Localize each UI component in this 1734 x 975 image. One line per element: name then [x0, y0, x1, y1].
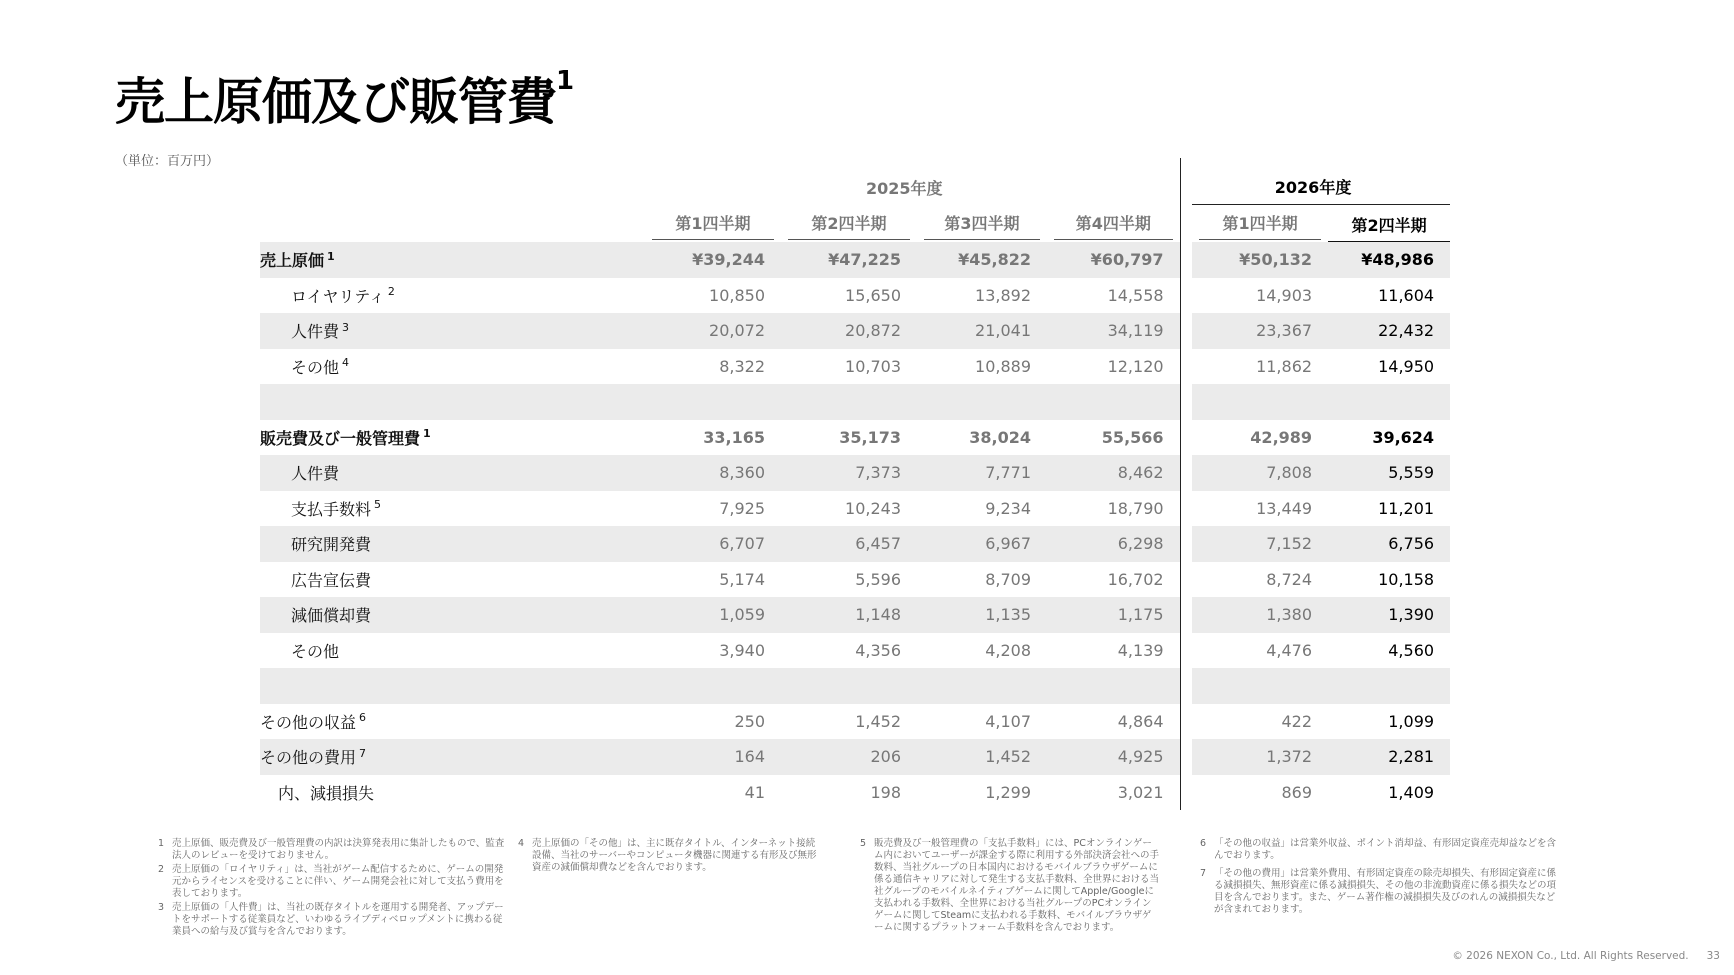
value-cell: 20,872: [781, 313, 917, 349]
footnote: 7 「その他の費用」は営業外費用、有形固定資産の除売却損失、有形固定資産に係る減損損失、無形資産に係る減損損失、その他の非流動資産に係る損失などの項目を含んでおります。また、ゲーム著作権の減損損失及びのれんの減損損失などが含まれております。: [1200, 868, 1557, 915]
value-cell: 14,903: [1256, 285, 1313, 305]
quarter-header: 第4四半期: [1047, 205, 1180, 243]
value-cell: 4,208: [985, 640, 1031, 660]
table-row: [260, 278, 1450, 314]
value-cell: 10,703: [845, 356, 901, 376]
footnote-marker: 1: [327, 249, 335, 263]
value-cell: 6,967: [917, 526, 1047, 562]
value-cell: 10,243: [845, 498, 901, 518]
quarter-header-current: 第2四半期: [1328, 205, 1450, 243]
table-row: [260, 313, 1450, 349]
value-cell: 10,889: [975, 356, 1031, 376]
value-cell: 13,449: [1256, 498, 1313, 518]
value-cell: 11,604: [1378, 285, 1435, 305]
value-cell: 55,566: [1101, 427, 1164, 447]
value-cell: 8,462: [1047, 455, 1180, 491]
footnote-marker: 5: [374, 498, 382, 512]
row-label-text: その他の収益: [260, 712, 357, 732]
unit-label: （単位：百万円）: [115, 154, 220, 169]
value-cell: 8,322: [719, 356, 765, 376]
value-cell: 38,024: [969, 427, 1031, 447]
value-cell: 11,201: [1378, 498, 1435, 518]
value-cell: 20,072: [645, 313, 781, 349]
value-cell: 4,925: [1047, 739, 1180, 775]
value-cell: 8,724: [1266, 569, 1313, 589]
value-cell: ¥45,822: [917, 242, 1047, 278]
value-cell: 4,139: [1117, 640, 1164, 660]
value-cell: 1,175: [1047, 597, 1180, 633]
value-cell: ¥48,986: [1328, 242, 1450, 278]
value-cell: 6,707: [645, 526, 781, 562]
page-title-text: 売上原価及び販管費: [115, 73, 556, 131]
page-title: [115, 62, 573, 134]
value-cell: ¥60,797: [1047, 242, 1180, 278]
table-row: [260, 349, 1450, 385]
value-cell: 6,756: [1328, 526, 1450, 562]
row-label: [260, 349, 645, 385]
value-cell: 11,862: [1256, 356, 1313, 376]
table-row: [260, 739, 1450, 775]
quarter-header: 第3四半期: [917, 205, 1047, 243]
table-row: [260, 491, 1450, 527]
value-cell: 12,120: [1107, 356, 1164, 376]
value-cell: 164: [645, 739, 781, 775]
value-cell: 1,059: [645, 597, 781, 633]
footnote: 3 売上原価の「人件費」は、当社の既存タイトルを運用する開発者、アップデートをサポートする従業員など、いわゆるライブディベロップメントに携わる従業員への給与及び賞与を含んでおります。: [158, 902, 504, 937]
row-label: [260, 242, 645, 278]
table-row: [260, 597, 1450, 633]
spacer-row: [260, 384, 1450, 420]
table-row: [260, 420, 1450, 456]
value-cell: 2,281: [1328, 739, 1450, 775]
value-cell: 9,234: [985, 498, 1031, 518]
footnotes-column-3: [860, 838, 1160, 936]
footnotes-column-2: [518, 838, 818, 876]
quarter-header: 第2四半期: [781, 205, 917, 243]
row-label: [260, 739, 645, 775]
footnote: 4 売上原価の「その他」は、主に既存タイトル、インターネット接続設備、当社のサーバーやコンピュータ機器に関連する有形及び無形資産の減価償却費などを含んでおります。: [518, 838, 817, 873]
row-label: [260, 775, 645, 811]
value-cell: 1,148: [781, 597, 917, 633]
row-label-text: 減価償却費: [291, 606, 372, 626]
value-cell: 7,152: [1192, 526, 1328, 562]
table-row: [260, 775, 1450, 811]
value-cell: 41: [744, 782, 765, 802]
footnote-marker: 4: [342, 356, 350, 370]
value-cell: 14,558: [1107, 285, 1164, 305]
value-cell: 1,452: [855, 711, 901, 731]
row-label-text: 支払手数料: [291, 499, 372, 519]
value-cell: 869: [1281, 782, 1313, 802]
table-row: [260, 633, 1450, 669]
value-cell: 8,360: [645, 455, 781, 491]
financial-table: [260, 158, 1450, 810]
title-footnote-marker: 1: [556, 66, 574, 96]
row-label-text: 人件費: [291, 464, 340, 484]
footnote-marker: 7: [359, 746, 367, 760]
footnotes-column-4: [1200, 838, 1560, 918]
spacer-row: [260, 668, 1450, 704]
value-cell: 4,476: [1266, 640, 1313, 660]
footnote: 6 「その他の収益」は営業外収益、ポイント消却益、有形固定資産売却益などを含んでおります。: [1200, 838, 1557, 861]
value-cell: 23,367: [1192, 313, 1328, 349]
row-label-text: 人件費: [291, 322, 340, 342]
value-cell: 13,892: [975, 285, 1031, 305]
table-row: [260, 704, 1450, 740]
value-cell: ¥50,132: [1192, 242, 1328, 278]
row-label-text: その他の費用: [260, 748, 357, 768]
value-cell: 1,135: [917, 597, 1047, 633]
value-cell: 3,021: [1117, 782, 1164, 802]
table-row: [260, 242, 1450, 278]
value-cell: 5,559: [1328, 455, 1450, 491]
value-cell: 4,356: [855, 640, 901, 660]
value-cell: 6,457: [781, 526, 917, 562]
quarter-header: 第1四半期: [645, 205, 781, 243]
year-header-2026: 2026年度: [1192, 158, 1450, 205]
table-row: [260, 562, 1450, 598]
value-cell: 7,771: [917, 455, 1047, 491]
value-cell: 1,452: [917, 739, 1047, 775]
value-cell: 5,596: [855, 569, 901, 589]
row-label: [260, 526, 645, 562]
value-cell: 7,373: [781, 455, 917, 491]
footnote: 5 販売費及び一般管理費の「支払手数料」には、PCオンラインゲーム内においてユーザーが課金する際に利用する外部決済会社への手数料、当社グループの日本国内におけるモバイルブラウザゲームに係る通信キャリアに対して発生する支払手数料、全世界における当社グループのモバイルネイティブゲームに関してApple/Googleに支払われる手数料、全世界における当社グループのPCオンラインゲームに関してSteamに支払われる手数料、モバイルブラウザゲームに関するプラットフォーム手数料を含んでおります。: [860, 838, 1160, 933]
value-cell: 422: [1281, 711, 1313, 731]
value-cell: 5,174: [719, 569, 765, 589]
table-row: [260, 455, 1450, 491]
row-label: [260, 278, 645, 314]
row-label-text: 販売費及び一般管理費: [260, 428, 421, 448]
footnote-marker: 1: [423, 427, 431, 441]
row-label: [260, 420, 645, 456]
value-cell: 14,950: [1378, 356, 1435, 376]
value-cell: 1,380: [1192, 597, 1328, 633]
value-cell: 42,989: [1250, 427, 1313, 447]
value-cell: 39,624: [1372, 427, 1435, 447]
value-cell: 206: [781, 739, 917, 775]
value-cell: 3,940: [719, 640, 765, 660]
value-cell: 1,372: [1192, 739, 1328, 775]
value-cell: 16,702: [1107, 569, 1164, 589]
footer: [1452, 950, 1720, 962]
row-label-text: その他: [291, 357, 340, 377]
value-cell: 8,709: [985, 569, 1031, 589]
value-cell: ¥39,244: [645, 242, 781, 278]
quarter-header-row: [260, 205, 1450, 243]
value-cell: 22,432: [1328, 313, 1450, 349]
value-cell: 1,409: [1388, 782, 1435, 802]
row-label: [260, 455, 645, 491]
footnote-marker: 2: [387, 285, 395, 299]
value-cell: 7,808: [1192, 455, 1328, 491]
copyright: © 2026 NEXON Co., Ltd. All Rights Reserved.: [1452, 950, 1689, 962]
value-cell: 10,850: [709, 285, 765, 305]
footnotes-column-1: [158, 838, 510, 940]
value-cell: 35,173: [839, 427, 901, 447]
value-cell: ¥47,225: [781, 242, 917, 278]
row-label: [260, 633, 645, 669]
footnote-marker: 3: [342, 320, 350, 334]
row-label: [260, 313, 645, 349]
value-cell: 250: [734, 711, 765, 731]
row-label: [260, 562, 645, 598]
value-cell: 4,560: [1388, 640, 1435, 660]
row-label-text: ロイヤリティ: [291, 286, 385, 306]
footnote-marker: 6: [359, 711, 367, 725]
year-header-row: [260, 158, 1450, 205]
row-label-text: 内、減損損失: [278, 783, 375, 803]
value-cell: 1,390: [1328, 597, 1450, 633]
value-cell: 15,650: [845, 285, 901, 305]
value-cell: 1,299: [985, 782, 1031, 802]
value-cell: 198: [870, 782, 901, 802]
table-row: [260, 526, 1450, 562]
row-label-text: 広告宣伝費: [291, 570, 372, 590]
value-cell: 7,925: [719, 498, 765, 518]
footnote: 1 売上原価、販売費及び一般管理費の内訳は決算発表用に集計したもので、監査法人のレビューを受けておりません。: [158, 838, 505, 861]
row-label: [260, 491, 645, 527]
footnote: 2 売上原価の「ロイヤリティ」は、当社がゲーム配信するために、ゲームの開発元からライセンスを受けることに伴い、ゲーム開発会社に対して支払う費用を表しております。: [158, 864, 504, 899]
value-cell: 33,165: [703, 427, 765, 447]
page-number: 33: [1706, 950, 1720, 962]
value-cell: 1,099: [1388, 711, 1435, 731]
row-label-text: 研究開発費: [291, 535, 372, 555]
value-cell: 18,790: [1107, 498, 1164, 518]
value-cell: 4,107: [985, 711, 1031, 731]
value-cell: 10,158: [1378, 569, 1435, 589]
row-label-text: 売上原価: [260, 251, 325, 271]
year-header-2025: 2025年度: [866, 178, 943, 198]
value-cell: 6,298: [1047, 526, 1180, 562]
quarter-header: 第1四半期: [1192, 205, 1328, 243]
value-cell: 4,864: [1117, 711, 1164, 731]
value-cell: 21,041: [917, 313, 1047, 349]
row-label: [260, 597, 645, 633]
row-label-text: その他: [291, 641, 340, 661]
row-label: [260, 704, 645, 740]
value-cell: 34,119: [1047, 313, 1180, 349]
